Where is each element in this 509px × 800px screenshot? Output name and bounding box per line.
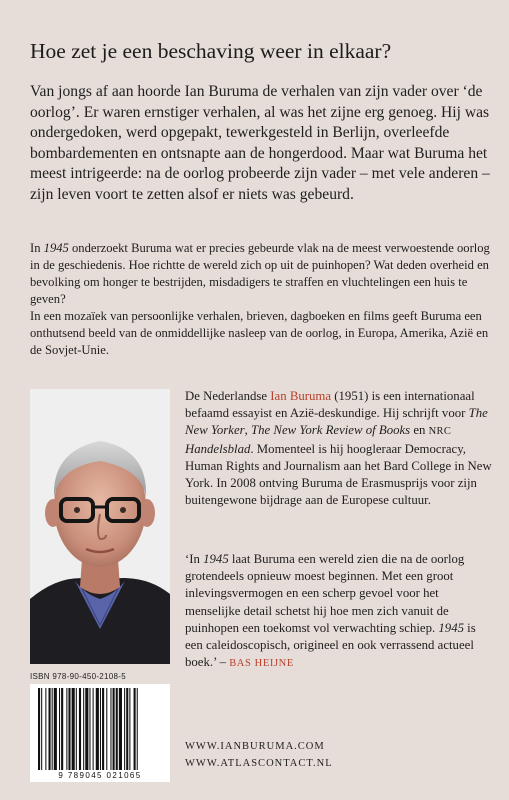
website-links bbox=[185, 738, 333, 772]
author-portrait-image bbox=[30, 389, 170, 664]
barcode-bar bbox=[89, 688, 90, 770]
barcode-bar bbox=[129, 688, 130, 770]
barcode-bar bbox=[134, 688, 136, 770]
barcode-bar bbox=[66, 688, 67, 770]
bio-sep-1: , bbox=[244, 423, 252, 438]
barcode-bar bbox=[119, 688, 122, 770]
author-name: Ian Buruma bbox=[270, 389, 332, 403]
barcode-bar bbox=[49, 688, 51, 770]
bio-text-2: (1951) is een internationaal befaamd essayist en Azië-deskundige. Hij schrijft voor bbox=[185, 389, 475, 421]
barcode-bar bbox=[76, 688, 77, 770]
barcode-bar bbox=[93, 688, 94, 770]
book-title: 1945 bbox=[43, 241, 69, 255]
bio-text-1: De Nederlandse bbox=[185, 389, 271, 403]
publication-nyrb: The New York Review of Books bbox=[251, 423, 411, 438]
url-author[interactable]: WWW.IANBURUMA.COM bbox=[185, 741, 325, 752]
barcode-bar bbox=[45, 688, 46, 770]
p1-prefix: In bbox=[30, 241, 44, 255]
barcode-bar bbox=[100, 688, 101, 770]
quote-part-2: laat Buruma een wereld zien die na de oorlog grotendeels opnieuw moest beginnen. Met een groot inlevingsvermogen en een scherp gevoel voor het menselijke detail schetst hij hoe men zich vanuit de puinhopen een toekomst vol verwachting schiep. bbox=[185, 552, 465, 635]
description-paragraph-2: In een mozaïek van persoonlijke verhalen, brieven, dagboeken en films geeft Buruma een onthutsend beeld van de onmiddellijke nasleep van de oorlog, in Europa, Amerika, Azië en de Sovjet-Unie. bbox=[30, 309, 489, 357]
barcode-bar bbox=[54, 688, 57, 770]
barcode-digits: 9 789045 021065 bbox=[30, 771, 170, 780]
publication-nrc-prefix: NRC bbox=[428, 426, 452, 438]
author-photo bbox=[30, 389, 170, 664]
barcode-bar bbox=[41, 688, 42, 770]
barcode bbox=[30, 684, 170, 782]
barcode-bar bbox=[102, 688, 104, 770]
description bbox=[30, 240, 492, 359]
barcode-bar bbox=[79, 688, 81, 770]
review-quote bbox=[185, 551, 495, 672]
barcode-bar bbox=[96, 688, 99, 770]
barcode-bar bbox=[113, 688, 115, 770]
quote-book-title-2: 1945 bbox=[438, 620, 464, 635]
barcode-bar bbox=[124, 688, 125, 770]
quote-author: BAS HEIJNE bbox=[229, 658, 294, 670]
barcode-bar bbox=[137, 688, 138, 770]
quote-part-1: ‘In bbox=[185, 552, 204, 566]
publication-handelsblad: Handelsblad bbox=[185, 441, 251, 456]
p1-rest: onderzoekt Buruma wat er precies gebeurde vlak na de meest verwoestende oorlog in de geschiedenis. Hoe richtte de wereld zich op uit de puinhopen? Wat deden overheid en bevolking om honger te bestrijden, misdadigers te straffen en vluchtelingen een huis te geven? bbox=[30, 241, 490, 306]
barcode-bar bbox=[83, 688, 84, 770]
barcode-bar bbox=[110, 688, 111, 770]
barcode-bar bbox=[116, 688, 118, 770]
author-bio bbox=[185, 388, 495, 509]
description-paragraph-1 bbox=[30, 240, 492, 308]
headline: Hoe zet je een beschaving weer in elkaar? bbox=[30, 39, 392, 63]
quote-dash: – bbox=[219, 655, 230, 670]
isbn-label: ISBN 978-90-450-2108-5 bbox=[30, 672, 126, 681]
barcode-bar bbox=[68, 688, 70, 770]
barcode-icon bbox=[30, 684, 170, 782]
bio-text-3: . Momenteel is hij hoogleraar Democracy, Human Rights and Journalism aan het Bard College in New York. In 2008 ontving Buruma de Erasmusprijs voor zijn buitengewone bijdrage aan de Europese cultuur. bbox=[185, 441, 492, 508]
bio-sep-2: en bbox=[410, 423, 429, 438]
url-publisher[interactable]: WWW.ATLASCONTACT.NL bbox=[185, 758, 333, 769]
barcode-bar bbox=[52, 688, 53, 770]
barcode-bar bbox=[126, 688, 128, 770]
quote-part-3: is een caleidoscopisch, origineel en ook verrassend actueel boek.’ bbox=[185, 620, 476, 670]
barcode-bar bbox=[72, 688, 75, 770]
barcode-bar bbox=[59, 688, 60, 770]
quote-book-title: 1945 bbox=[203, 552, 229, 566]
publication-new-yorker: The New Yorker bbox=[185, 406, 488, 438]
barcode-bar bbox=[38, 688, 40, 770]
barcode-bar bbox=[85, 688, 88, 770]
barcode-bar bbox=[106, 688, 107, 770]
barcode-bar bbox=[61, 688, 63, 770]
intro-paragraph: Van jongs af aan hoorde Ian Buruma de verhalen van zijn vader over ‘de oorlog’. Er waren ernstiger verhalen, al was het zijne erg genoeg. Hij was ondergedoken, werd opgepakt, tewerkgesteld in Berlijn, overleefde bombardementen en ontsnapte aan de hongerdood. Maar wat Buruma het meest intrigeerde: na de oorlog probeerde zijn vader – met vele anderen – zijn leven voort te zetten alsof er niets was gebeurd. bbox=[30, 83, 490, 203]
